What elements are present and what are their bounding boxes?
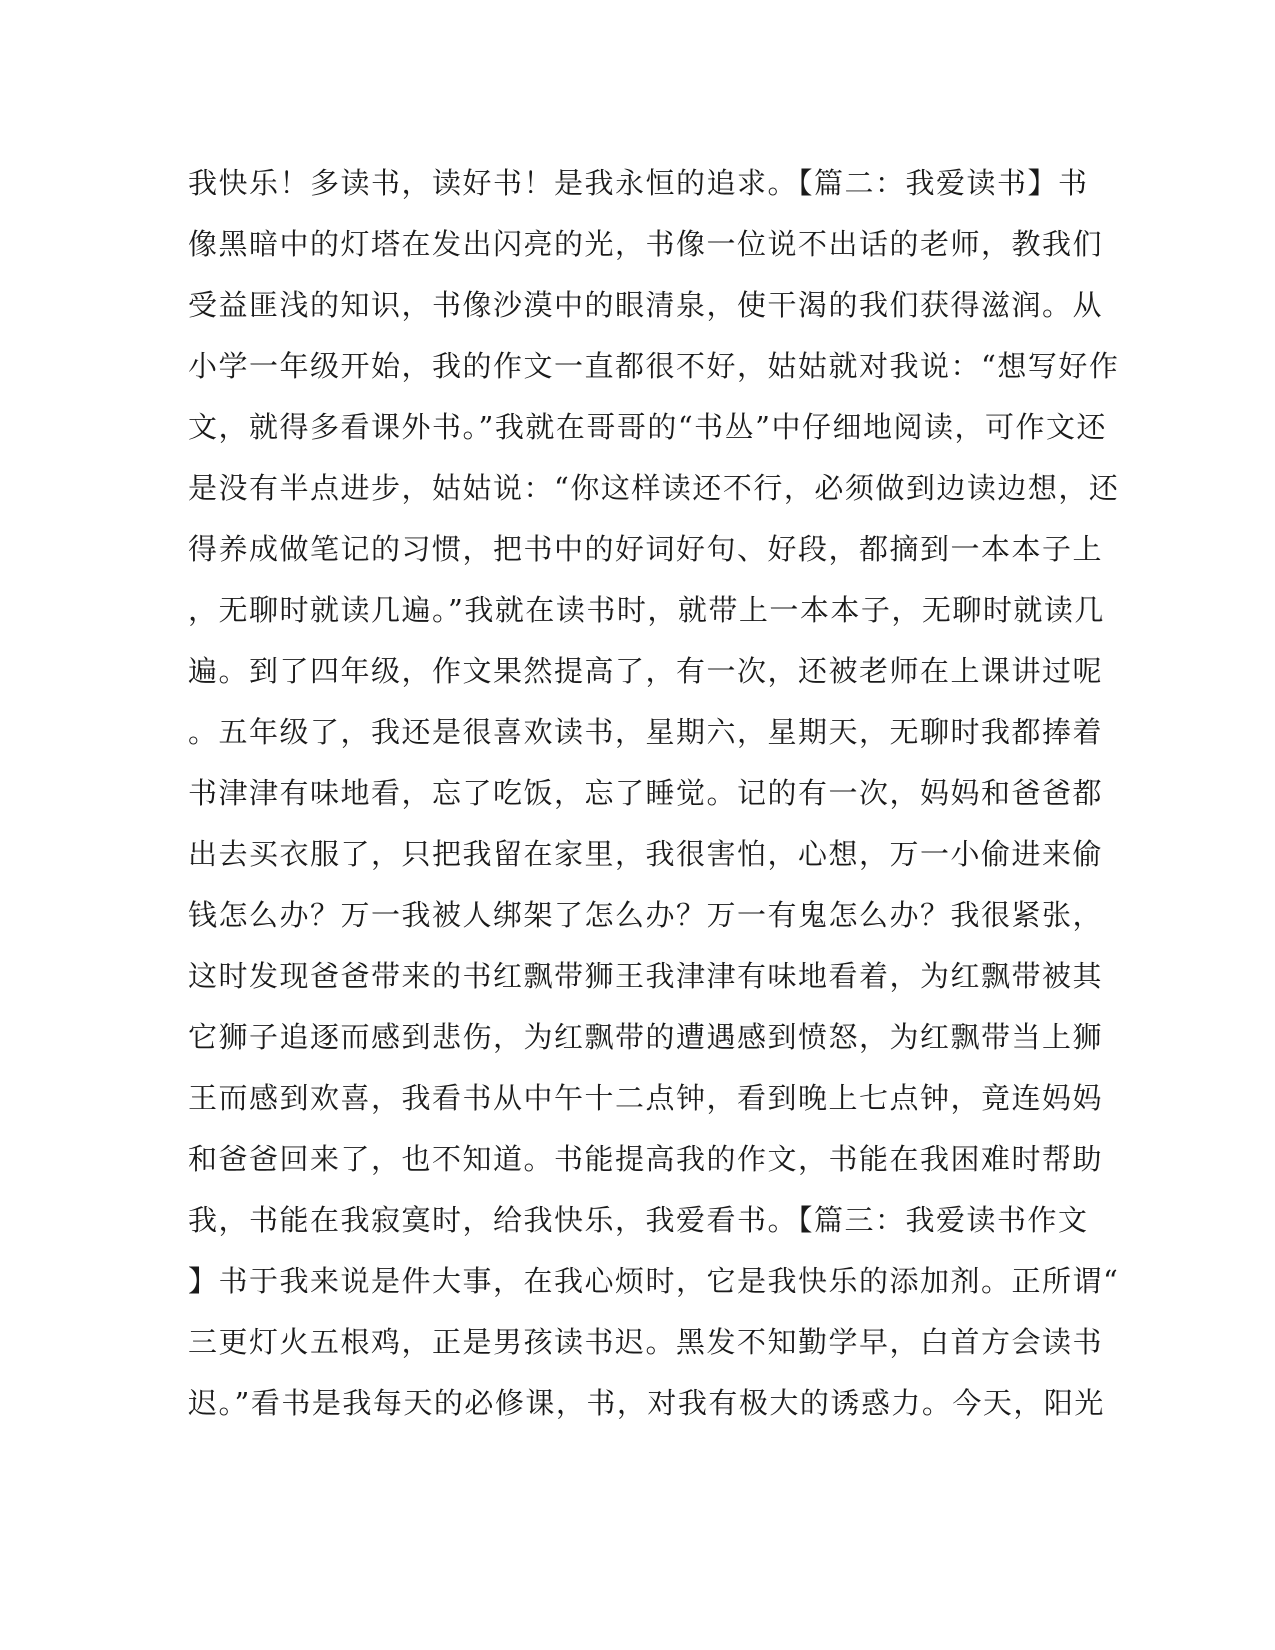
text-line: 。五年级了，我还是很喜欢读书，星期六，星期天，无聊时我都捧着	[188, 715, 1104, 749]
text-line: 出去买衣服了，只把我留在家里，我很害怕，心想，万一小偷进来偷	[188, 837, 1104, 871]
text-line: 三更灯火五根鸡，正是男孩读书迟。黑发不知勤学早，白首方会读书	[188, 1325, 1104, 1359]
body-text	[188, 158, 1120, 1439]
text-line: 像黑暗中的灯塔在发出闪亮的光，书像一位说不出话的老师，教我们	[188, 227, 1104, 261]
text-line: ，无聊时就读几遍。”我就在读书时，就带上一本本子，无聊时就读几	[188, 593, 1105, 627]
text-line: 钱怎么办？万一我被人绑架了怎么办？万一有鬼怎么办？我很紧张，	[188, 898, 1104, 932]
text-line: 和爸爸回来了，也不知道。书能提高我的作文，书能在我困难时帮助	[188, 1142, 1104, 1176]
text-line: 这时发现爸爸带来的书红飘带狮王我津津有味地看着，为红飘带被其	[188, 959, 1104, 993]
text-line: 受益匪浅的知识，书像沙漠中的眼清泉，使干渴的我们获得滋润。从	[188, 288, 1104, 322]
text-line: 它狮子追逐而感到悲伤，为红飘带的遭遇感到愤怒，为红飘带当上狮	[188, 1020, 1104, 1054]
text-line: 小学一年级开始，我的作文一直都很不好，姑姑就对我说：“想写好作	[188, 349, 1120, 383]
text-line: 书津津有味地看，忘了吃饭，忘了睡觉。记的有一次，妈妈和爸爸都	[188, 776, 1104, 810]
text-line: 遍。到了四年级，作文果然提高了，有一次，还被老师在上课讲过呢	[188, 654, 1104, 688]
text-line: 是没有半点进步，姑姑说：“你这样读还不行，必须做到边读边想，还	[188, 471, 1120, 505]
text-line: 我快乐！多读书，读好书！是我永恒的追求。【篇二：我爱读书】书	[188, 166, 1089, 200]
text-line: 迟。”看书是我每天的必修课，书，对我有极大的诱惑力。今天，阳光	[188, 1386, 1105, 1420]
text-line: 王而感到欢喜，我看书从中午十二点钟，看到晚上七点钟，竟连妈妈	[188, 1081, 1104, 1115]
text-line: 得养成做笔记的习惯，把书中的好词好句、好段，都摘到一本本子上	[188, 532, 1104, 566]
text-line: 文，就得多看课外书。”我就在哥哥的“书丛”中仔细地阅读，可作文还	[188, 410, 1107, 444]
text-line: 我，书能在我寂寞时，给我快乐，我爱看书。【篇三：我爱读书作文	[188, 1203, 1089, 1237]
text-line: 】书于我来说是件大事，在我心烦时，它是我快乐的添加剂。正所谓“	[188, 1264, 1120, 1298]
